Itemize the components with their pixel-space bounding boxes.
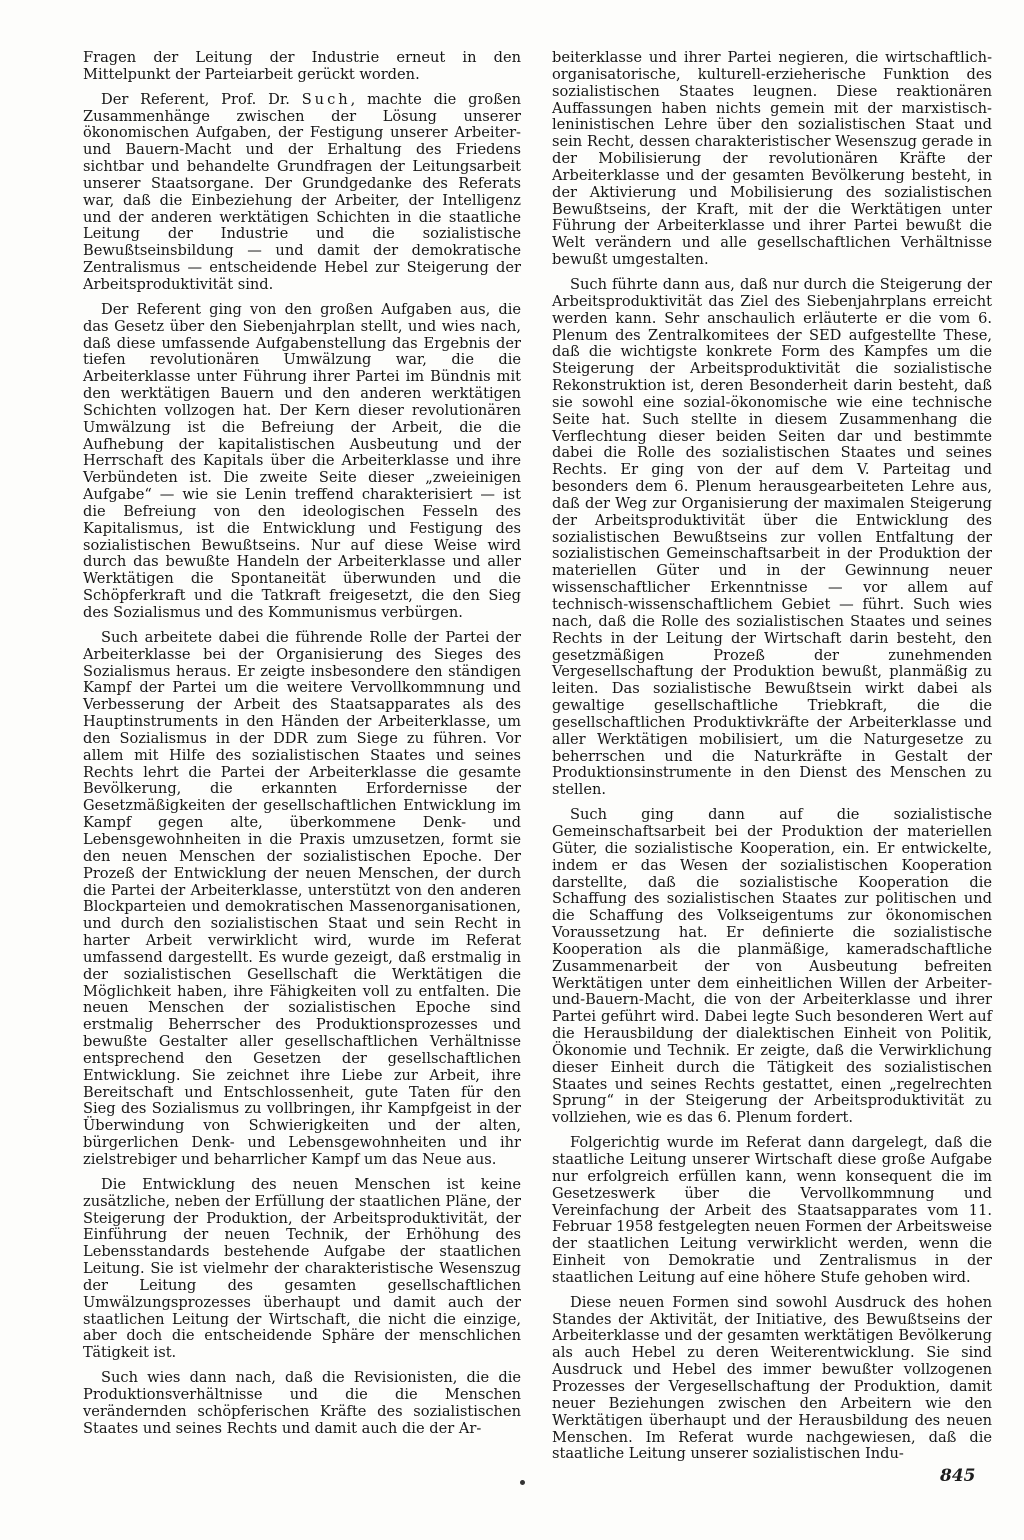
paragraph: Such führte dann aus, daß nur durch die Steigerung der Arbeitsproduktivität das Ziel des Siebenjahrplans erreicht werden kann. Sehr anschaulich erläuterte er die vom 6. Plenum des Zentralkomitees der SED aufgestellte These, daß die wichtigste konkrete Form des Kampfes um die Steigerung der Arbeitsproduktivität die sozialistische Rekonstruktion ist, deren Besonderheit darin besteht, daß sie sowohl eine sozial-ökonomische wie eine technische Seite hat. Such stellte in diesem Zusammenhang die Verflechtung dieser beiden Seiten dar und bestimmte dabei die Rolle des sozialistischen Staates und seines Rechts. Er ging von der auf dem V. Parteitag und besonders dem 6. Plenum herausgearbeiteten Lehre aus, daß der Weg zur Organisierung der maximalen Steigerung der Arbeitsproduktivität über die Entwicklung des sozialistischen Bewußtseins zur vollen Entfaltung der sozialistischen Gemeinschaftsarbeit in der Produktion der materiellen Güter und in der Gewinnung neuer wissenschaftlicher Erkenntnisse — vor allem auf technisch-wissenschaftlichem Gebiet — führt. Such wies nach, daß die Rolle des sozialistischen Staates und seines Rechts in der Leitung der Wirtschaft darin besteht, den gesetzmäßigen Prozeß der zunehmenden Vergesellschaftung der Produktion bewußt, planmäßig zu leiten. Das sozialistische Bewußtsein wirkt dabei als gewaltige gesellschaftliche Triebkraft, die die gesellschaftlichen Produktivkräfte der Arbeiterklasse und aller Werktätigen mobilisiert, um die Naturgesetze zu beherrschen und die Naturkräfte in Gestalt der Produktionsinstrumente in den Dienst des Menschen zu stellen. (552, 275, 992, 799)
right-column (552, 50, 992, 1471)
paragraph: Die Entwicklung des neuen Menschen ist keine zusätzliche, neben der Erfüllung der staatlichen Pläne, der Steigerung der Produktion, der Arbeitsproduktivität, der Einführung der neuen Technik, der Erhöhung des Lebensstandards bestehende Aufgabe der staatlichen Leitung. Sie ist vielmehr der charakteristische Wesenszug der Leitung des gesamten gesellschaftlichen Umwälzungsprozesses überhaupt und damit auch der staatlichen Leitung der Wirtschaft, die nicht die einzige, aber doch die entscheidende Sphäre der menschlichen Tätigkeit ist. (83, 1175, 521, 1362)
paragraph: Diese neuen Formen sind sowohl Ausdruck des hohen Standes der Aktivität, der Initiative, des Bewußtseins der Arbeiterklasse und der gesamten werktätigen Bevölkerung als auch Hebel zu deren Weiterentwicklung. Sie sind Ausdruck und Hebel des immer bewußter vollzogenen Prozesses der Vergesellschaftung der Produktion, damit neuer Beziehungen zwischen den Arbeitern wie den Werktätigen überhaupt und der Herausbildung des neuen Menschen. Im Referat wurde nachgewiesen, daß die staatliche Leitung unserer sozialistischen Indu- (552, 1293, 992, 1463)
speaker-name: Such (301, 90, 351, 108)
left-column (83, 50, 521, 1446)
paragraph: Such ging dann auf die sozialistische Gemeinschaftsarbeit bei der Produktion der materiellen Güter, die sozialistische Kooperation, ein. Er entwickelte, indem er das Wesen der sozialistischen Kooperation darstellte, daß die sozialistische Kooperation die Schaffung des sozialistischen Staates zur politischen und die Schaffung des Volkseigentums zur ökonomischen Voraussetzung hat. Er definierte die sozialistische Kooperation als die planmäßige, kameradschaftliche Zusammenarbeit der von Ausbeutung befreiten Werktätigen unter dem einheitlichen Willen der Arbeiter-und-Bauern-Macht, die von der Arbeiterklasse und ihrer Partei geführt wird. Dabei legte Such besonderen Wert auf die Herausbildung der dialektischen Einheit von Politik, Ökonomie und Technik. Er zeigte, daß die Verwirklichung dieser Einheit durch die Tätigkeit des sozialistischen Staates und seines Rechts gestattet, einen „regelrechten Sprung“ in der Steigerung der Arbeitsproduktivität zu vollziehen, wie es das 6. Plenum fordert. (552, 806, 992, 1127)
paragraph: Der Referent ging von den großen Aufgaben aus, die das Gesetz über den Siebenjahrplan stellt, und wies nach, daß diese umfassende Aufgabenstellung das Ergebnis der tiefen revolutionären Umwälzung war, die die Arbeiterklasse unter Führung ihrer Partei im Bündnis mit den werktätigen Bauern und den anderen werktätigen Schichten vollzogen hat. Der Kern dieser revolutionären Umwälzung ist die Befreiung der Arbeit, die die Aufhebung der kapitalistischen Ausbeutung und der Herrschaft des Kapitals über die Arbeiterklasse und ihre Verbündeten ist. Die zweite Seite dieser „zweieinigen Aufgabe“ — wie sie Lenin treffend charakterisiert — ist die Befreiung von den ideologischen Fesseln des Kapitalismus, ist die Entwicklung und Festigung des sozialistischen Bewußtseins. Nur auf diese Weise wird durch das bewußte Handeln der Arbeiterklasse und aller Werktätigen die Spontaneität überwunden und die Schöpferkraft und die Tatkraft freigesetzt, die den Sieg des Sozialismus und des Kommunismus verbürgen. (83, 300, 521, 621)
paragraph-text: Der Referent, Prof. Dr. (101, 90, 302, 108)
paragraph: Such wies dann nach, daß die Revisionisten, die die Produktionsverhältnisse und die die Menschen verändernden schöpferischen Kräfte des sozialistischen Staates und seines Rechts und damit auch die der Ar- (83, 1369, 521, 1437)
ink-dot (520, 1480, 525, 1485)
paragraph (83, 92, 521, 294)
paragraph: beiterklasse und ihrer Partei negieren, die wirtschaftlich-organisatorische, kulturell-erzieherische Funktion des sozialistischen Staates leugnen. Diese reaktionären Auffassungen haben nichts gemein mit der marxistisch-leninistischen Lehre über den sozialistischen Staat und sein Recht, dessen charakteristischer Wesenszug gerade in der Mobilisierung der revolutionären Kräfte der Arbeiterklasse und der gesamten Bevölkerung besteht, in der Aktivierung und Mobilisierung des sozialistischen Bewußtseins, der Kraft, mit der die Werktätigen unter Führung der Arbeiterklasse und ihrer Partei bewußt die Welt verändern und alle gesellschaftlichen Verhältnisse bewußt umgestalten. (552, 49, 992, 269)
paragraph: Folgerichtig wurde im Referat dann dargelegt, daß die staatliche Leitung unserer Wirtschaft diese große Aufgabe nur erfolgreich erfüllen kann, wenn konsequent die im Gesetzeswerk über die Vervollkommnung und Vereinfachung der Arbeit des Staatsapparates vom 11. Februar 1958 festgelegten neuen Formen der Arbeitsweise der staatlichen Leitung verwirklicht werden, wenn die Einheit von Demokratie und Zentralismus in der staatlichen Leitung auf eine höhere Stufe gehoben wird. (552, 1134, 992, 1286)
paragraph: Fragen der Leitung der Industrie erneut in den Mittelpunkt der Parteiarbeit gerückt worden. (83, 49, 521, 83)
page-number: 845 (940, 1466, 976, 1486)
paragraph-text: , machte die großen Zusammenhänge zwischen der Lösung unserer ökonomischen Aufgaben, der Festigung unserer Arbeiter-und Bauern-Macht und der Erhaltung des Friedens sichtbar und behandelte Grundfragen der Leitungsarbeit unserer Staatsorgane. Der Grundgedanke des Referats war, daß die Einbeziehung der Arbeiter, der Intelligenz und der anderen werktätigen Schichten in die staatliche Leitung der Industrie und die sozialistische Bewußtseinsbildung — und damit der demokratische Zentralismus — entscheidende Hebel zur Steigerung der Arbeitsproduktivität sind. (83, 90, 521, 293)
paragraph: Such arbeitete dabei die führende Rolle der Partei der Arbeiterklasse bei der Organisierung des Sieges des Sozialismus heraus. Er zeigte insbesondere den ständigen Kampf der Partei um die weitere Vervollkommnung und Verbesserung der Arbeit des Staatsapparates als des Hauptinstruments in den Händen der Arbeiterklasse, um den Sozialismus in der DDR zum Siege zu führen. Vor allem mit Hilfe des sozialistischen Staates und seines Rechts lehrt die Partei der Arbeiterklasse die gesamte Bevölkerung, die erkannten Erfordernisse der Gesetzmäßigkeiten der gesellschaftlichen Entwicklung im Kampf gegen alte, überkommene Denk- und Lebensgewohnheiten in die Praxis umzusetzen, formt sie den neuen Menschen der sozialistischen Epoche. Der Prozeß der Entwicklung der neuen Menschen, der durch die Partei der Arbeiterklasse, unterstützt von den anderen Blockparteien und demokratischen Massenorganisationen, und durch den sozialistischen Staat und sein Recht in harter Arbeit verwirklicht wird, wurde im Referat umfassend dargestellt. Es wurde gezeigt, daß erstmalig in der sozialistischen Gesellschaft die Werktätigen die Möglichkeit haben, ihre Fähigkeiten voll zu entfalten. Die neuen Menschen der sozialistischen Epoche sind erstmalig Beherrscher des Produktionsprozesses und bewußte Gestalter aller gesellschaftlichen Verhältnisse entsprechend den Gesetzen der gesellschaftlichen Entwicklung. Sie zeichnet ihre Liebe zur Arbeit, ihre Bereitschaft und Entschlossenheit, gute Taten für den Sieg des Sozialismus zu vollbringen, ihr Kampfgeist in der Überwindung von Schwierigkeiten und der alten, bürgerlichen Denk- und Lebensgewohnheiten und ihr zielstrebiger und beharrlicher Kampf um das Neue aus. (83, 628, 521, 1168)
